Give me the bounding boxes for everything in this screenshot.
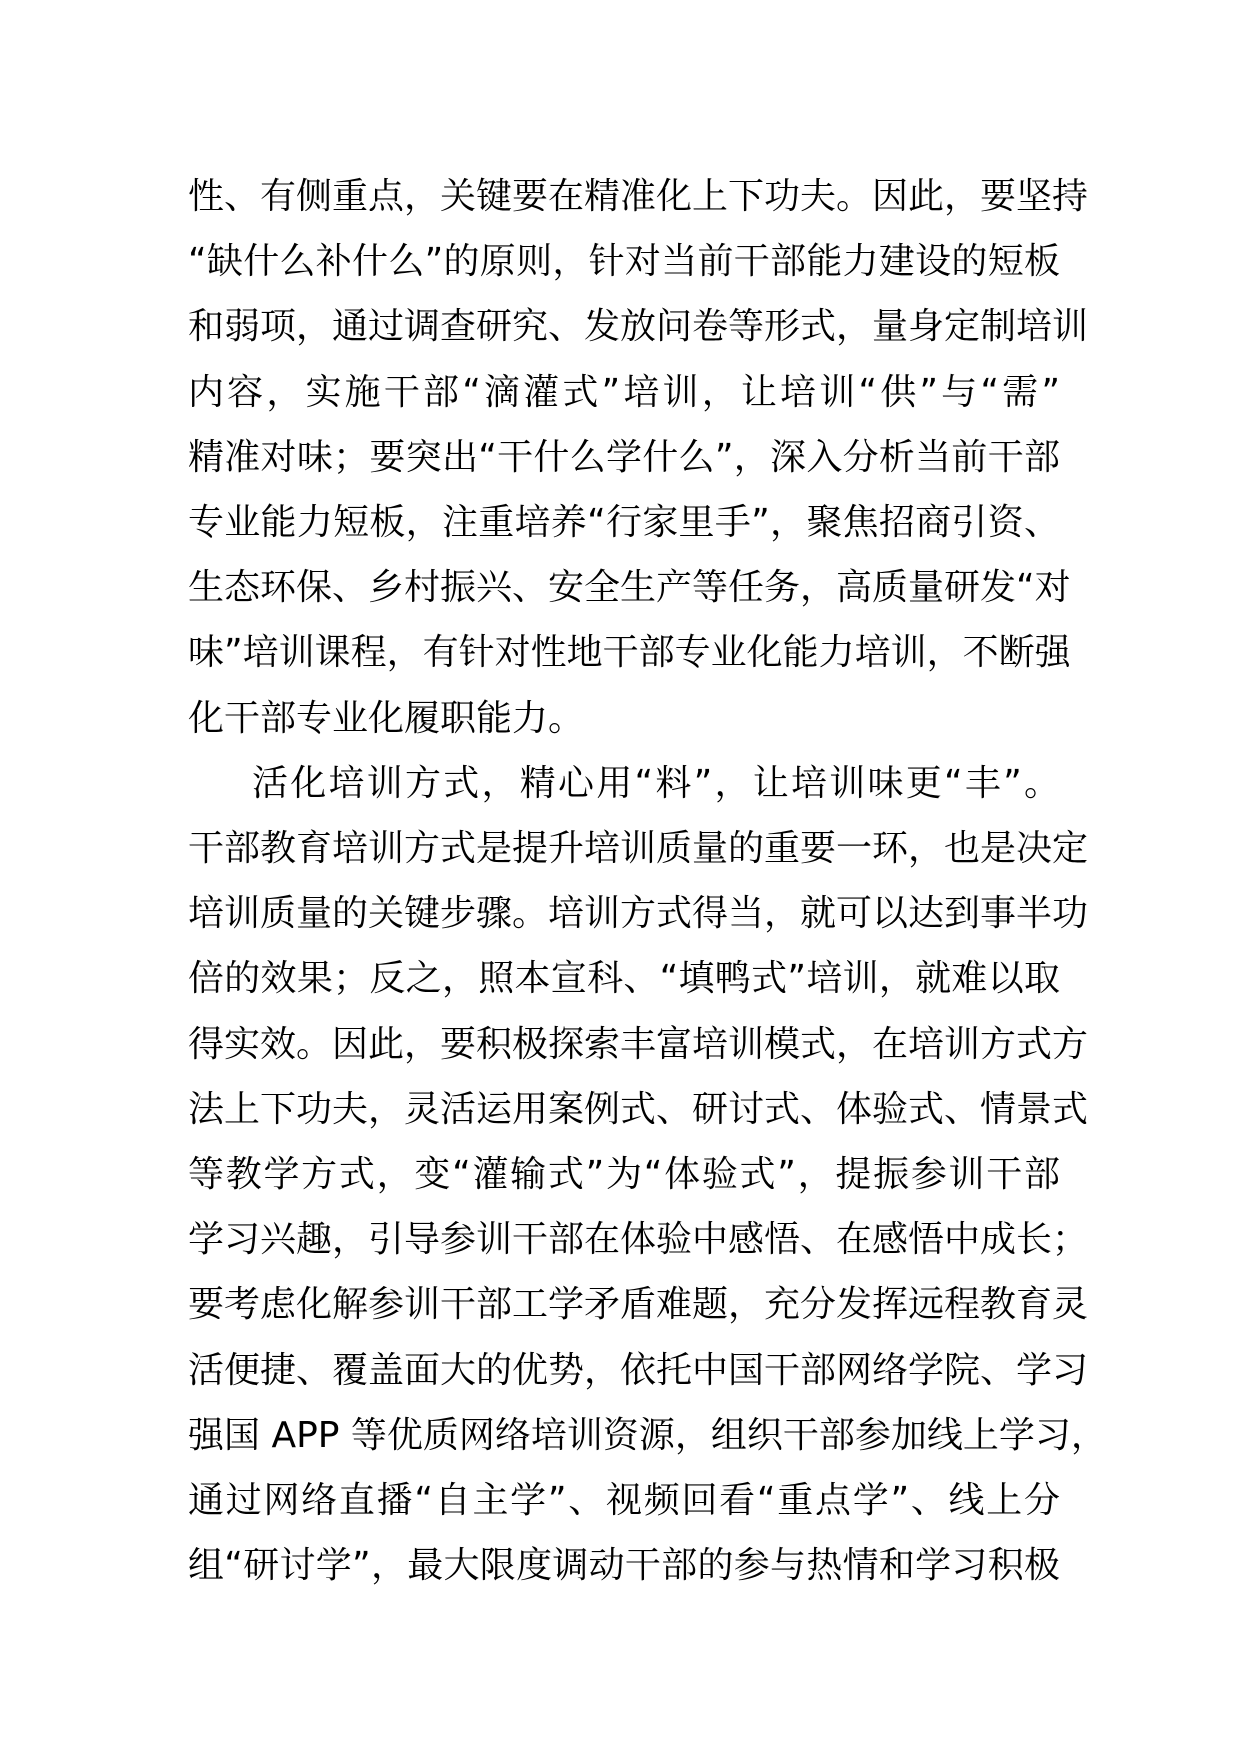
text-line: 强国 APP 等优质网络培训资源，组织干部参加线上学习，: [188, 1414, 1107, 1456]
text-line: 培训质量的关键步骤。培训方式得当，就可以达到事半功: [188, 893, 1089, 935]
text-line: 得实效。因此，要积极探索丰富培训模式，在培训方式方: [188, 1023, 1089, 1065]
document-body: [188, 164, 1107, 1598]
paragraph-training-methods: [188, 751, 1107, 1599]
text-line: 等教学方式，变“灌输式”为“体验式”，提振参训干部: [188, 1154, 1060, 1196]
text-line: 化干部专业化履职能力。: [188, 697, 585, 739]
text-line: 专业能力短板，注重培养“行家里手”，聚焦招商引资、: [188, 502, 1060, 544]
text-line: 活便捷、覆盖面大的优势，依托中国干部网络学院、学习: [188, 1349, 1089, 1391]
text-line: 性、有侧重点，关键要在精准化上下功夫。因此，要坚持: [188, 176, 1089, 217]
text-line: 学习兴趣，引导参训干部在体验中感悟、在感悟中成长；: [188, 1219, 1089, 1261]
text-line: 倍的效果；反之，照本宣科、“填鸭式”培训，就难以取: [188, 958, 1060, 1000]
text-line: 内容，实施干部“滴灌式”培训，让培训“供”与“需”: [188, 371, 1060, 413]
text-line: 通过网络直播“自主学”、视频回看“重点学”、线上分: [188, 1480, 1060, 1522]
text-line: 生态环保、乡村振兴、安全生产等任务，高质量研发“对: [188, 567, 1071, 609]
text-line: 精准对味；要突出“干什么学什么”，深入分析当前干部: [188, 436, 1060, 478]
text-line: 味”培训课程，有针对性地干部专业化能力培训，不断强: [188, 632, 1071, 674]
text-line: 组“研讨学”，最大限度调动干部的参与热情和学习积极: [188, 1545, 1060, 1587]
text-line: “缺什么补什么”的原则，针对当前干部能力建设的短板: [188, 241, 1060, 283]
text-line: 干部教育培训方式是提升培训质量的重要一环，也是决定: [188, 828, 1089, 870]
text-line: 要考虑化解参训干部工学矛盾难题，充分发挥远程教育灵: [188, 1284, 1089, 1326]
paragraph-continuation: [188, 164, 1089, 751]
text-line: 和弱项，通过调查研究、发放问卷等形式，量身定制培训: [188, 306, 1089, 348]
paragraph-heading-line: 活化培训方式，精心用“料”，让培训味更“丰”。: [252, 762, 1060, 804]
text-line: 法上下功夫，灵活运用案例式、研讨式、体验式、情景式: [188, 1088, 1089, 1130]
